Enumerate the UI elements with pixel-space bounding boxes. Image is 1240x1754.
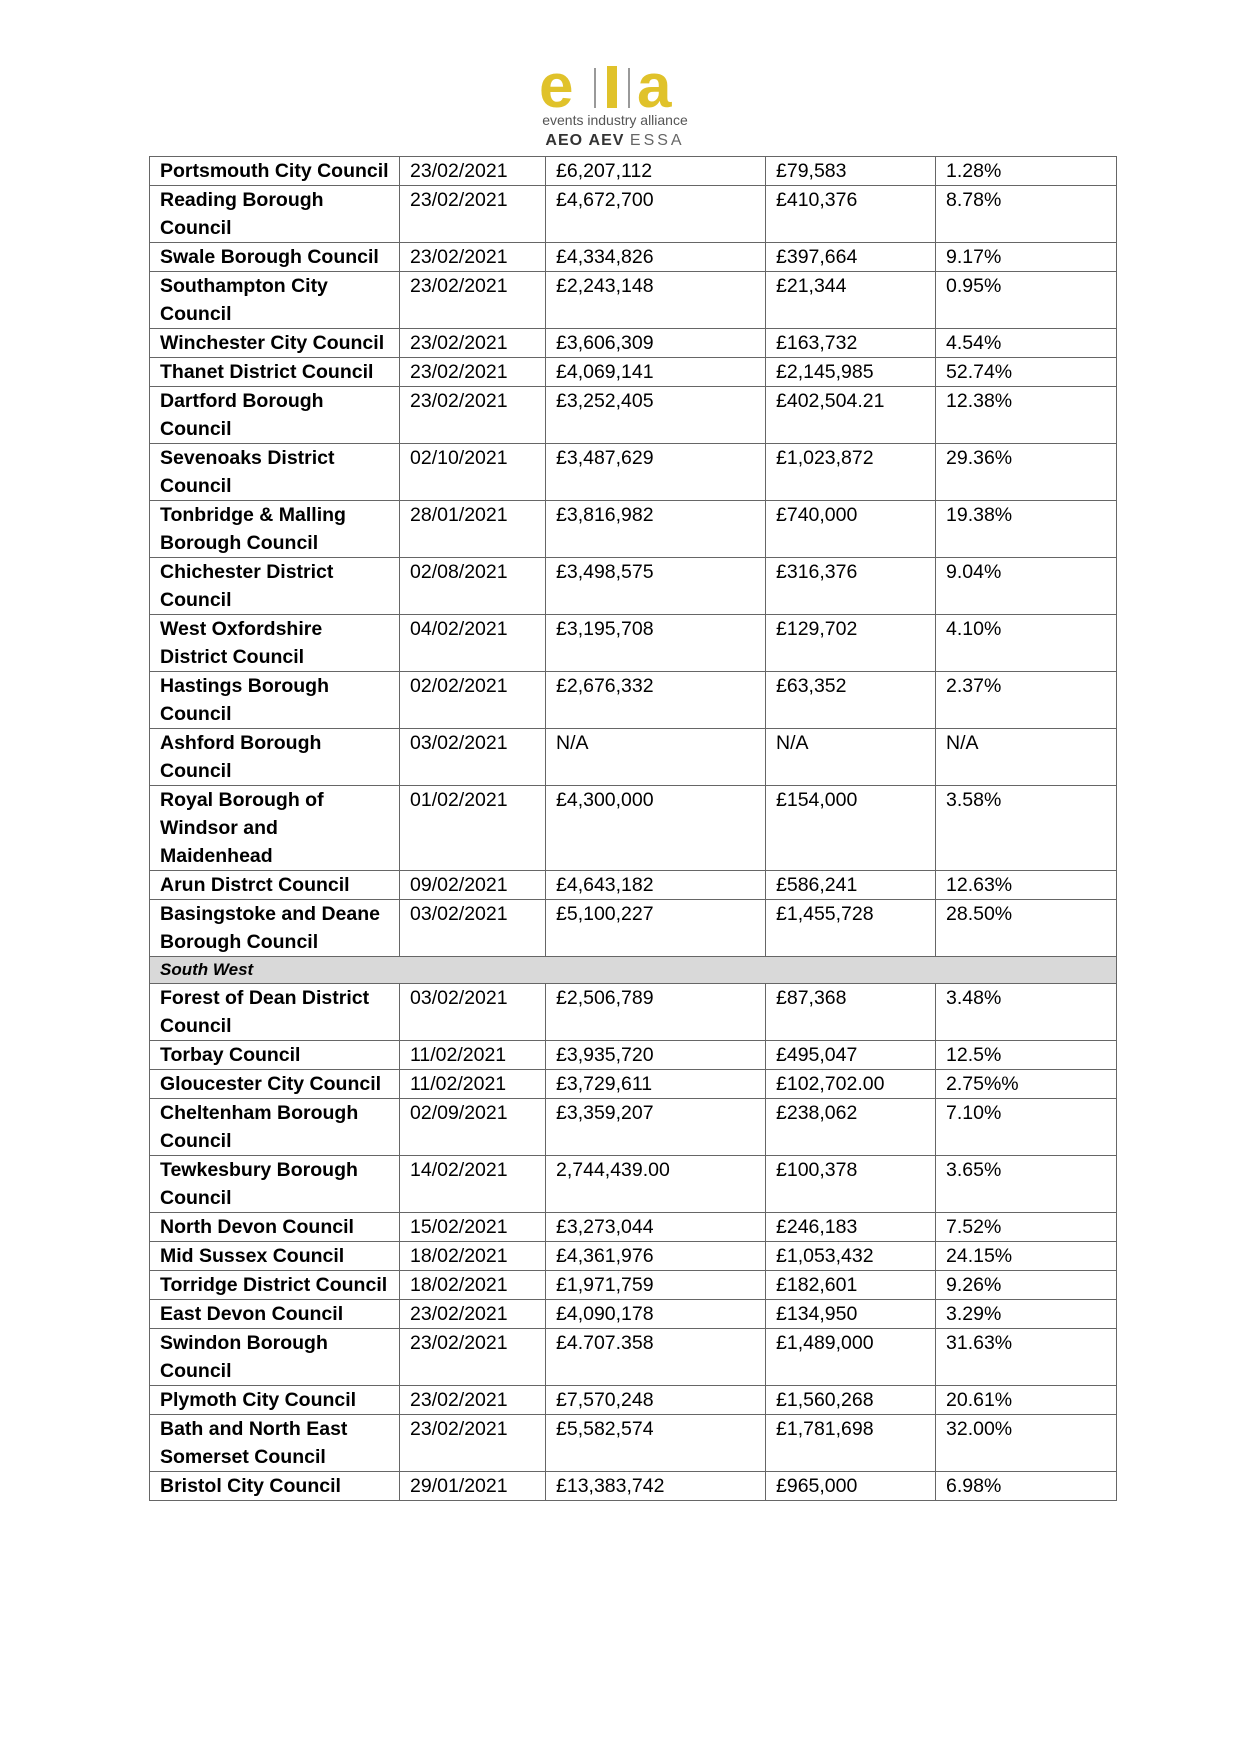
awarded-cell: £1,489,000 — [766, 1329, 936, 1386]
date-cell: 15/02/2021 — [400, 1213, 546, 1242]
table-row — [150, 558, 1117, 615]
percent-cell: 7.10% — [936, 1099, 1117, 1156]
awarded-cell: £182,601 — [766, 1271, 936, 1300]
table-row — [150, 1329, 1117, 1386]
percent-cell: 1.28% — [936, 157, 1117, 186]
eia-logo — [535, 52, 695, 154]
allocation-cell: £3,487,629 — [546, 444, 766, 501]
table-body — [150, 157, 1117, 1501]
awarded-cell: £410,376 — [766, 186, 936, 243]
awarded-cell: £100,378 — [766, 1156, 936, 1213]
percent-cell: 7.52% — [936, 1213, 1117, 1242]
council-name-cell: North Devon Council — [150, 1213, 400, 1242]
council-name-cell: Sevenoaks District Council — [150, 444, 400, 501]
table-row — [150, 1070, 1117, 1099]
allocation-cell: £5,582,574 — [546, 1415, 766, 1472]
table-row — [150, 1213, 1117, 1242]
allocation-cell: £6,207,112 — [546, 157, 766, 186]
awarded-cell: £63,352 — [766, 672, 936, 729]
logo-divider — [594, 68, 596, 108]
percent-cell: 3.48% — [936, 984, 1117, 1041]
date-cell: 23/02/2021 — [400, 329, 546, 358]
awarded-cell: N/A — [766, 729, 936, 786]
percent-cell: 12.63% — [936, 871, 1117, 900]
percent-cell: 6.98% — [936, 1472, 1117, 1501]
date-cell: 04/02/2021 — [400, 615, 546, 672]
allocation-cell: £3,252,405 — [546, 387, 766, 444]
table-row — [150, 984, 1117, 1041]
council-name-cell: Plymoth City Council — [150, 1386, 400, 1415]
date-cell: 23/02/2021 — [400, 358, 546, 387]
awarded-cell: £102,702.00 — [766, 1070, 936, 1099]
date-cell: 23/02/2021 — [400, 1329, 546, 1386]
date-cell: 02/09/2021 — [400, 1099, 546, 1156]
table-row — [150, 871, 1117, 900]
date-cell: 11/02/2021 — [400, 1041, 546, 1070]
awarded-cell: £740,000 — [766, 501, 936, 558]
table-row — [150, 387, 1117, 444]
allocation-cell: £4,069,141 — [546, 358, 766, 387]
awarded-cell: £163,732 — [766, 329, 936, 358]
council-name-cell: Royal Borough of Windsor and Maidenhead — [150, 786, 400, 871]
council-name-cell: Forest of Dean District Council — [150, 984, 400, 1041]
date-cell: 03/02/2021 — [400, 729, 546, 786]
allocation-cell: £3,195,708 — [546, 615, 766, 672]
date-cell: 18/02/2021 — [400, 1242, 546, 1271]
date-cell: 09/02/2021 — [400, 871, 546, 900]
table-row — [150, 900, 1117, 957]
allocation-cell: £5,100,227 — [546, 900, 766, 957]
allocation-cell: £3,273,044 — [546, 1213, 766, 1242]
table-row — [150, 1242, 1117, 1271]
date-cell: 23/02/2021 — [400, 1386, 546, 1415]
council-name-cell: Mid Sussex Council — [150, 1242, 400, 1271]
logo-tagline: events industry alliance — [542, 112, 688, 128]
table-row — [150, 1415, 1117, 1472]
percent-cell: 2.37% — [936, 672, 1117, 729]
date-cell: 23/02/2021 — [400, 1415, 546, 1472]
allocation-cell: £3,935,720 — [546, 1041, 766, 1070]
logo-org-aev: AEV — [588, 132, 625, 149]
region-section-row — [150, 957, 1117, 984]
awarded-cell: £495,047 — [766, 1041, 936, 1070]
allocation-cell: £4,300,000 — [546, 786, 766, 871]
percent-cell: 52.74% — [936, 358, 1117, 387]
percent-cell: 8.78% — [936, 186, 1117, 243]
table-row — [150, 243, 1117, 272]
council-name-cell: Thanet District Council — [150, 358, 400, 387]
date-cell: 01/02/2021 — [400, 786, 546, 871]
percent-cell: 2.75%% — [936, 1070, 1117, 1099]
date-cell: 23/02/2021 — [400, 243, 546, 272]
council-name-cell: Torridge District Council — [150, 1271, 400, 1300]
council-name-cell: Chichester District Council — [150, 558, 400, 615]
allocation-cell: £4.707.358 — [546, 1329, 766, 1386]
allocation-cell: £7,570,248 — [546, 1386, 766, 1415]
table-row — [150, 786, 1117, 871]
table-row — [150, 358, 1117, 387]
date-cell: 23/02/2021 — [400, 186, 546, 243]
allocation-cell: £3,606,309 — [546, 329, 766, 358]
awarded-cell: £246,183 — [766, 1213, 936, 1242]
council-name-cell: Gloucester City Council — [150, 1070, 400, 1099]
percent-cell: 19.38% — [936, 501, 1117, 558]
date-cell: 23/02/2021 — [400, 272, 546, 329]
council-name-cell: Tonbridge & Malling Borough Council — [150, 501, 400, 558]
council-name-cell: Ashford Borough Council — [150, 729, 400, 786]
allocation-cell: £4,090,178 — [546, 1300, 766, 1329]
logo-letter-i — [607, 66, 617, 108]
allocation-cell: £13,383,742 — [546, 1472, 766, 1501]
table-row — [150, 501, 1117, 558]
date-cell: 29/01/2021 — [400, 1472, 546, 1501]
percent-cell: 24.15% — [936, 1242, 1117, 1271]
percent-cell: 9.17% — [936, 243, 1117, 272]
date-cell: 03/02/2021 — [400, 984, 546, 1041]
council-name-cell: West Oxfordshire District Council — [150, 615, 400, 672]
table-row — [150, 672, 1117, 729]
allocation-cell: N/A — [546, 729, 766, 786]
awarded-cell: £79,583 — [766, 157, 936, 186]
allocation-cell: £1,971,759 — [546, 1271, 766, 1300]
council-name-cell: Arun Distrct Council — [150, 871, 400, 900]
date-cell: 02/02/2021 — [400, 672, 546, 729]
table-row — [150, 186, 1117, 243]
logo-letter-a: a — [637, 52, 672, 121]
allocation-cell: £4,361,976 — [546, 1242, 766, 1271]
awarded-cell: £965,000 — [766, 1472, 936, 1501]
region-label: South West — [150, 957, 1117, 984]
date-cell: 18/02/2021 — [400, 1271, 546, 1300]
awarded-cell: £316,376 — [766, 558, 936, 615]
council-name-cell: Bath and North East Somerset Council — [150, 1415, 400, 1472]
allocation-cell: £3,729,611 — [546, 1070, 766, 1099]
table-row — [150, 1271, 1117, 1300]
percent-cell: 12.38% — [936, 387, 1117, 444]
awarded-cell: £586,241 — [766, 871, 936, 900]
table-row — [150, 1472, 1117, 1501]
awarded-cell: £1,455,728 — [766, 900, 936, 957]
awarded-cell: £154,000 — [766, 786, 936, 871]
awarded-cell: £129,702 — [766, 615, 936, 672]
table-row — [150, 1041, 1117, 1070]
allocation-cell: £2,506,789 — [546, 984, 766, 1041]
percent-cell: 3.58% — [936, 786, 1117, 871]
council-name-cell: Portsmouth City Council — [150, 157, 400, 186]
table-row — [150, 729, 1117, 786]
table-row — [150, 444, 1117, 501]
awarded-cell: £134,950 — [766, 1300, 936, 1329]
table-row — [150, 1156, 1117, 1213]
awarded-cell: £1,053,432 — [766, 1242, 936, 1271]
percent-cell: 20.61% — [936, 1386, 1117, 1415]
table-row — [150, 615, 1117, 672]
awarded-cell: £1,781,698 — [766, 1415, 936, 1472]
allocation-cell: 2,744,439.00 — [546, 1156, 766, 1213]
date-cell: 14/02/2021 — [400, 1156, 546, 1213]
allocation-cell: £4,334,826 — [546, 243, 766, 272]
council-name-cell: Basingstoke and Deane Borough Council — [150, 900, 400, 957]
logo-orgs — [535, 132, 695, 150]
awarded-cell: £2,145,985 — [766, 358, 936, 387]
logo-letter-e: e — [539, 52, 574, 121]
date-cell: 02/10/2021 — [400, 444, 546, 501]
council-name-cell: Dartford Borough Council — [150, 387, 400, 444]
percent-cell: 29.36% — [936, 444, 1117, 501]
awarded-cell: £1,023,872 — [766, 444, 936, 501]
council-name-cell: Reading Borough Council — [150, 186, 400, 243]
percent-cell: 3.29% — [936, 1300, 1117, 1329]
percent-cell: 12.5% — [936, 1041, 1117, 1070]
awarded-cell: £238,062 — [766, 1099, 936, 1156]
logo-org-essa: ESSA — [629, 132, 685, 149]
table-row — [150, 1300, 1117, 1329]
percent-cell: 9.04% — [936, 558, 1117, 615]
allocation-cell: £4,643,182 — [546, 871, 766, 900]
date-cell: 11/02/2021 — [400, 1070, 546, 1099]
date-cell: 03/02/2021 — [400, 900, 546, 957]
percent-cell: 3.65% — [936, 1156, 1117, 1213]
percent-cell: 32.00% — [936, 1415, 1117, 1472]
logo-org-aeo: AEO — [545, 132, 584, 149]
percent-cell: N/A — [936, 729, 1117, 786]
council-name-cell: Winchester City Council — [150, 329, 400, 358]
awarded-cell: £402,504.21 — [766, 387, 936, 444]
table-row — [150, 157, 1117, 186]
allocation-cell: £3,359,207 — [546, 1099, 766, 1156]
table-row — [150, 329, 1117, 358]
percent-cell: 31.63% — [936, 1329, 1117, 1386]
council-name-cell: Hastings Borough Council — [150, 672, 400, 729]
table-row — [150, 1386, 1117, 1415]
council-name-cell: Tewkesbury Borough Council — [150, 1156, 400, 1213]
council-name-cell: Southampton City Council — [150, 272, 400, 329]
date-cell: 23/02/2021 — [400, 157, 546, 186]
allocation-cell: £3,498,575 — [546, 558, 766, 615]
percent-cell: 28.50% — [936, 900, 1117, 957]
awarded-cell: £1,560,268 — [766, 1386, 936, 1415]
percent-cell: 0.95% — [936, 272, 1117, 329]
council-name-cell: Cheltenham Borough Council — [150, 1099, 400, 1156]
logo-divider — [628, 68, 630, 108]
date-cell: 23/02/2021 — [400, 387, 546, 444]
allocation-cell: £2,676,332 — [546, 672, 766, 729]
date-cell: 23/02/2021 — [400, 1300, 546, 1329]
council-name-cell: Swindon Borough Council — [150, 1329, 400, 1386]
awarded-cell: £397,664 — [766, 243, 936, 272]
council-name-cell: Swale Borough Council — [150, 243, 400, 272]
council-name-cell: East Devon Council — [150, 1300, 400, 1329]
allocation-cell: £4,672,700 — [546, 186, 766, 243]
date-cell: 28/01/2021 — [400, 501, 546, 558]
table-row — [150, 1099, 1117, 1156]
council-grants-table — [149, 156, 1117, 1501]
council-name-cell: Torbay Council — [150, 1041, 400, 1070]
percent-cell: 4.54% — [936, 329, 1117, 358]
table-row — [150, 272, 1117, 329]
percent-cell: 4.10% — [936, 615, 1117, 672]
allocation-cell: £2,243,148 — [546, 272, 766, 329]
awarded-cell: £21,344 — [766, 272, 936, 329]
date-cell: 02/08/2021 — [400, 558, 546, 615]
allocation-cell: £3,816,982 — [546, 501, 766, 558]
percent-cell: 9.26% — [936, 1271, 1117, 1300]
council-name-cell: Bristol City Council — [150, 1472, 400, 1501]
awarded-cell: £87,368 — [766, 984, 936, 1041]
